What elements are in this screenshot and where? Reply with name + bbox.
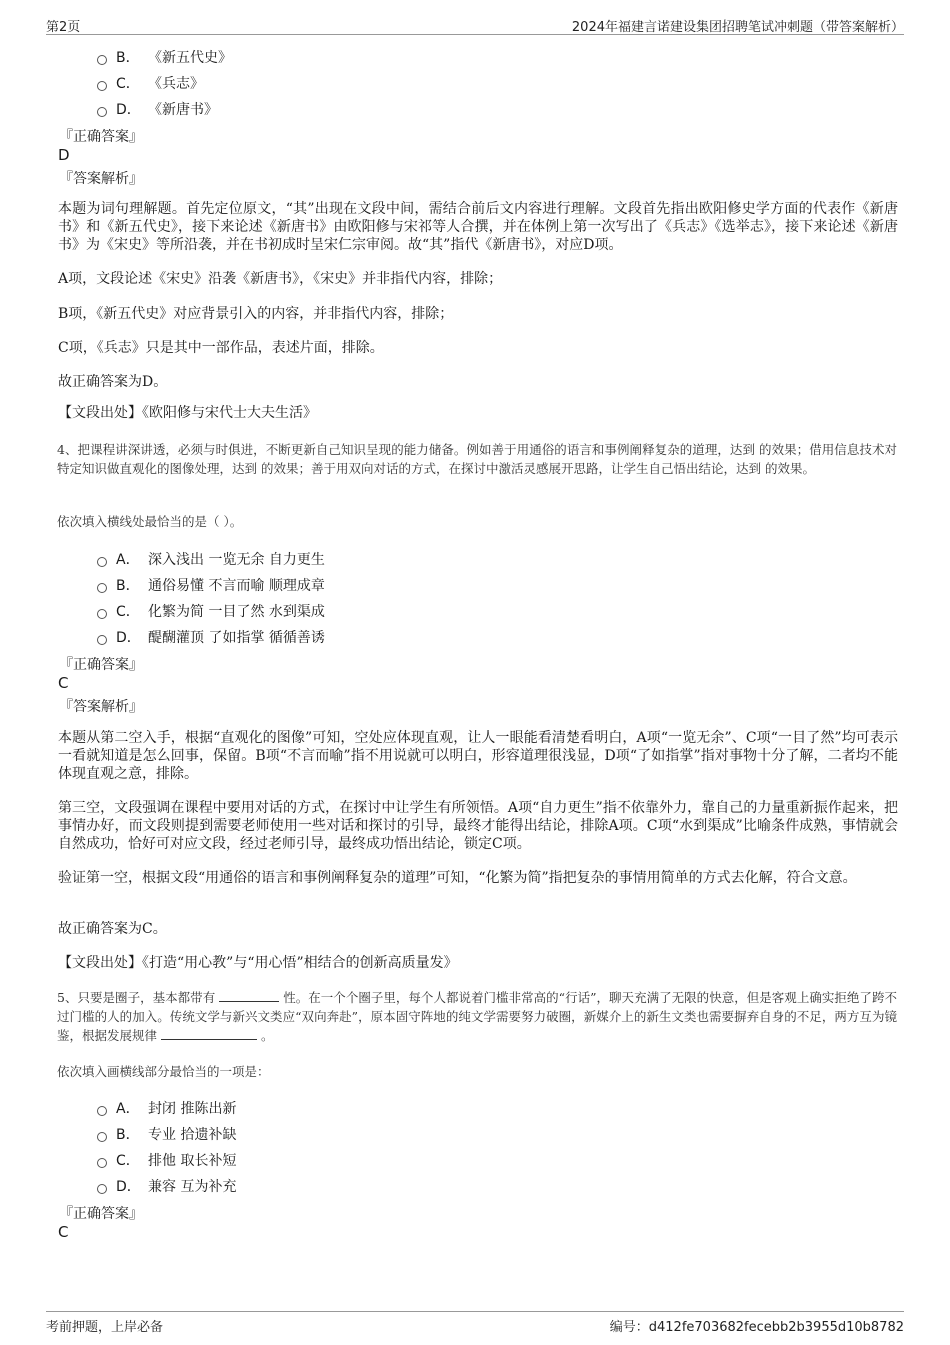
q5-option-b[interactable]: B． 专业 拾遗补缺: [97, 1123, 236, 1145]
radio-icon[interactable]: [97, 609, 107, 619]
page-header: [46, 14, 904, 35]
q5-answer-label: 『正确答案』: [59, 1206, 143, 1222]
q4-question: 4、把课程讲深讲透，必须与时俱进，不断更新自己知识呈现的能力储备。例如善于用通俗的语言和事例阐释复杂的道理，达到 的效果；借用信息技术对特定知识做直观化的图像处理，达到 的效果；善于用双向对话的方式，在探讨中激活灵感展开思路，让学生自己悟出结论，达到 的效果。: [57, 442, 897, 476]
document-title: 2024年福建言诺建设集团招聘笔试冲刺题（带答案解析）: [571, 20, 904, 35]
q5-prompt: 依次填入画横线部分最恰当的一项是：: [57, 1064, 270, 1079]
q4-option-c[interactable]: C． 化繁为简 一目了然 水到渠成: [97, 600, 325, 622]
q4-analysis-paragraph: 第三空，文段强调在课程中要用对话的方式，在探讨中让学生有所领悟。A项“自力更生”指不依靠外力，靠自己的力量重新振作起来，把事情办好，而文段则提到需要老师使用一些对话和探讨的引导，最终才能得出结论，排除A项。C项“水到渠成”比喻条件成熟，事情就会自然成功，恰好可对应文段，经过老师引导，最终成功悟出结论，锁定C项。: [58, 800, 898, 852]
footer-slogan: 考前押题，上岸必备: [46, 1320, 164, 1335]
radio-icon[interactable]: [97, 1106, 107, 1116]
q3-analysis-paragraph: A项，文段论述《宋史》沿袭《新唐书》，《宋史》并非指代内容，排除；: [58, 271, 503, 287]
radio-icon[interactable]: [97, 557, 107, 567]
q4-analysis-paragraph: 验证第一空，根据文段“用通俗的语言和事例阐释复杂的道理”可知，“化繁为简”指把复杂的事情用简单的方式去化解，符合文意。: [58, 870, 857, 886]
radio-icon[interactable]: [97, 55, 107, 65]
q3-option-d[interactable]: D． 《新唐书》: [97, 98, 218, 120]
q4-source: 【文段出处】《打造“用心教”与“用心悟”相结合的创新高质量发》: [58, 955, 458, 971]
q5-answer: C: [58, 1223, 69, 1241]
radio-icon[interactable]: [97, 583, 107, 593]
radio-icon[interactable]: [97, 1132, 107, 1142]
q3-answer: D: [58, 146, 70, 164]
q3-analysis-paragraph: B项，《新五代史》对应背景引入的内容，并非指代内容，排除；: [58, 306, 454, 322]
q4-analysis-label: 『答案解析』: [59, 699, 143, 715]
q5-option-a[interactable]: A． 封闭 推陈出新: [97, 1097, 236, 1119]
q4-prompt: 依次填入横线处最恰当的是（ ）。: [57, 514, 243, 529]
q3-answer-label: 『正确答案』: [59, 129, 143, 145]
radio-icon[interactable]: [97, 107, 107, 117]
answer-blank: [219, 989, 279, 1002]
radio-icon[interactable]: [97, 81, 107, 91]
q3-source: 【文段出处】《欧阳修与宋代士大夫生活》: [58, 405, 317, 421]
answer-blank: [161, 1027, 257, 1040]
page-footer: [46, 1311, 904, 1336]
q3-analysis-label: 『答案解析』: [59, 171, 143, 187]
q3-analysis-paragraph: 故正确答案为D。: [58, 374, 168, 390]
q4-answer-label: 『正确答案』: [59, 657, 143, 673]
q4-analysis-paragraph: 故正确答案为C。: [58, 921, 167, 937]
q4-option-d[interactable]: D． 醍醐灌顶 了如指掌 循循善诱: [97, 626, 325, 648]
q4-option-b[interactable]: B． 通俗易懂 不言而喻 顺理成章: [97, 574, 325, 596]
q3-option-b[interactable]: B． 《新五代史》: [97, 46, 232, 68]
q4-analysis-paragraph: 本题从第二空入手，根据“直观化的图像”可知，空处应体现直观，让人一眼能看清楚看明白，A项“一览无余”、C项“一目了然”均可表示一看就知道是怎么回事，保留。B项“不言而喻”指不用说就可以明白，形容道理很浅显，D项“了如指掌”指对事物十分了解，二者均不能体现直观之意，排除。: [58, 730, 898, 782]
document-id: 编号：d412fe703682fecebb2b3955d10b8782: [609, 1320, 904, 1335]
q3-analysis-paragraph: 本题为词句理解题。首先定位原文，“其”出现在文段中间，需结合前后文内容进行理解。文段首先指出欧阳修史学方面的代表作《新唐书》和《新五代史》，接下来论述《新唐书》由欧阳修与宋祁等人合撰，并在体例上第一次写出了《兵志》《选举志》，接下来论述《新唐书》为《宋史》等所沿袭，并在书初成时呈宋仁宗审阅。故“其”指代《新唐书》，对应D项。: [58, 201, 898, 253]
q4-answer: C: [58, 674, 69, 692]
page-number: 第2页: [46, 20, 81, 35]
q5-option-d[interactable]: D． 兼容 互为补充: [97, 1175, 236, 1197]
radio-icon[interactable]: [97, 1184, 107, 1194]
radio-icon[interactable]: [97, 1158, 107, 1168]
q3-analysis-paragraph: C项，《兵志》只是其中一部作品，表述片面，排除。: [58, 340, 384, 356]
q5-question: 5、只要是圈子，基本都带有 性。在一个个圈子里，每个人都说着门槛非常高的“行话”，聊天充满了无限的快意，但是客观上确实拒绝了跨不过门槛的人的加入。传统文学与新兴文类应“双向奔赴”，原本固守阵地的纯文学需要努力破圈，新媒介上的新生文类也需要摒弃自身的不足，两方互为镜鉴，根据发展规律 。: [57, 990, 897, 1043]
q5-option-c[interactable]: C． 排他 取长补短: [97, 1149, 236, 1171]
q4-option-a[interactable]: A． 深入浅出 一览无余 自力更生: [97, 548, 325, 570]
q3-option-c[interactable]: C． 《兵志》: [97, 72, 204, 94]
radio-icon[interactable]: [97, 635, 107, 645]
